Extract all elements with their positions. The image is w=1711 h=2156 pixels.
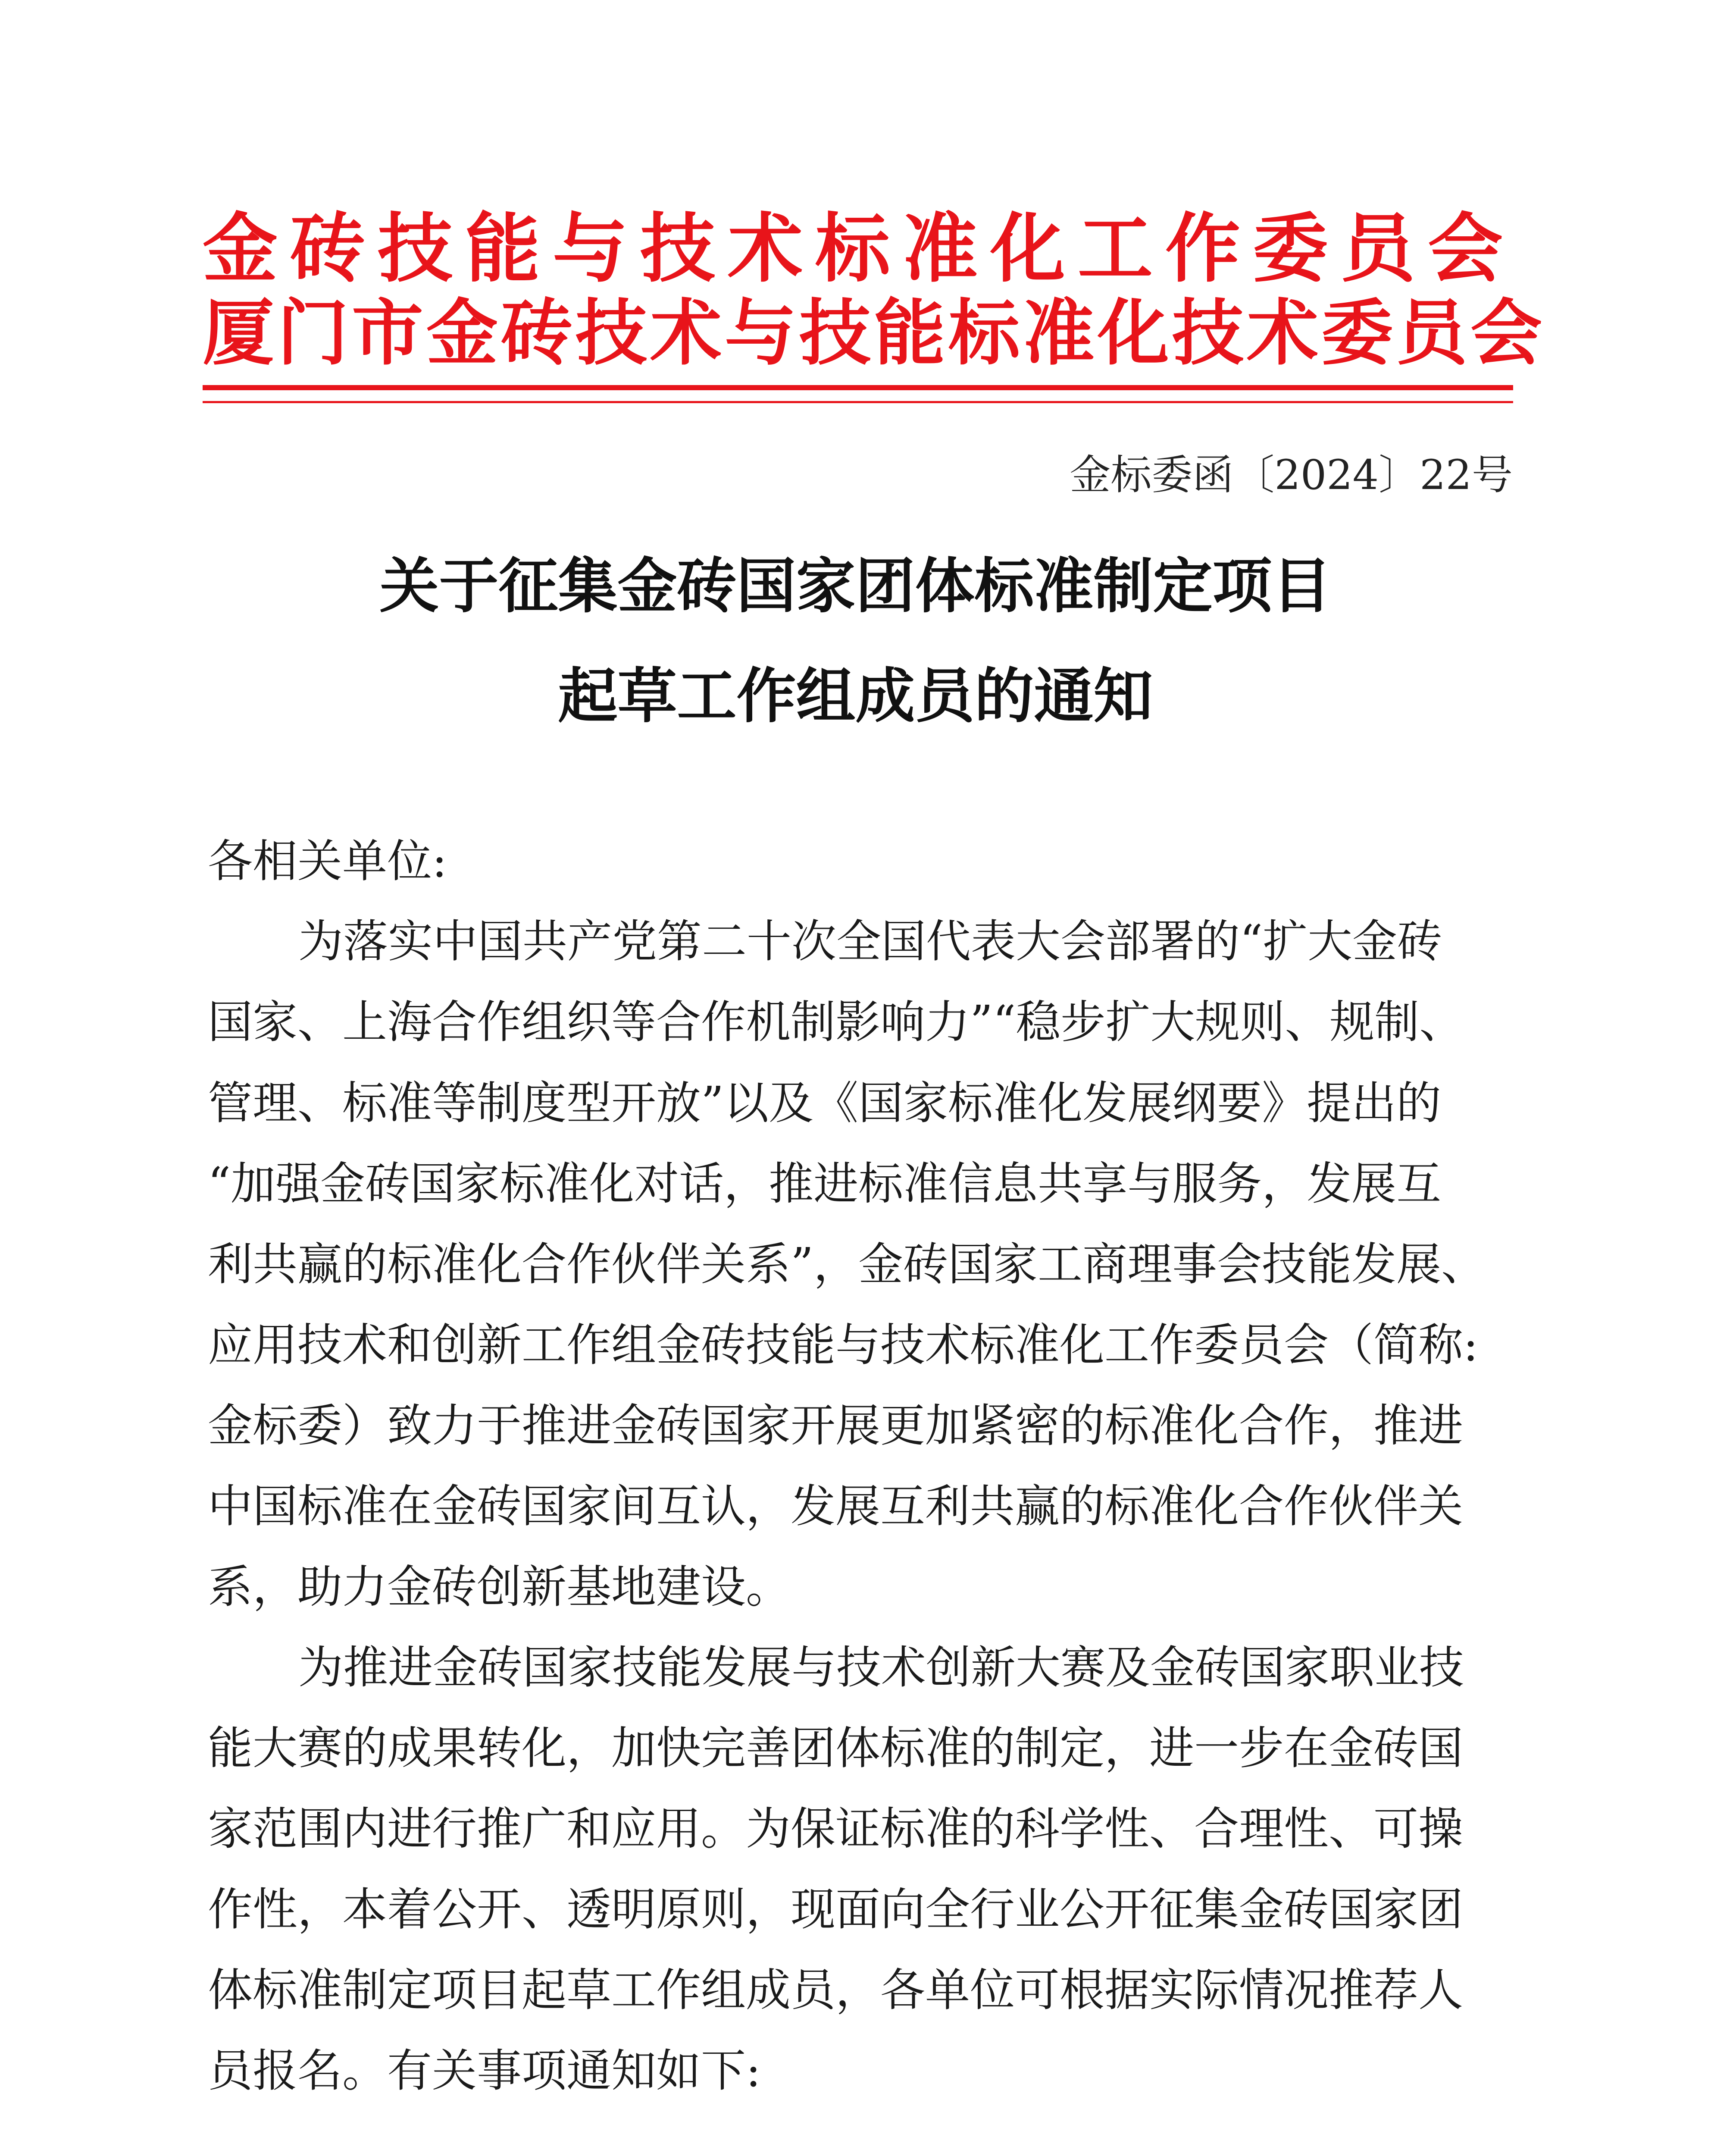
paragraph-2-line: 作性，本着公开、透明原则，现面向全行业公开征集金砖国家团 [208, 1883, 1464, 1936]
paragraph-1-line: 金标委）致力于推进金砖国家开展更加紧密的标准化合作，推进 [208, 1399, 1464, 1452]
paragraph-1-line: 应用技术和创新工作组金砖技能与技术标准化工作委员会（简称: [208, 1319, 1479, 1371]
paragraph-2-line: 家范围内进行推广和应用。为保证标准的科学性、合理性、可操 [208, 1802, 1464, 1855]
letterhead-divider-thick [203, 385, 1513, 390]
paragraph-1-line: 管理、标准等制度型开放”以及《国家标准化发展纲要》提出的 [208, 1077, 1442, 1129]
letterhead-divider-thin [203, 401, 1513, 403]
paragraph-1-line: 利共赢的标准化合作伙伴关系”，金砖国家工商理事会技能发展、 [208, 1238, 1486, 1291]
salutation: 各相关单位: [208, 835, 447, 887]
paragraph-2-line: 能大赛的成果转化，加快完善团体标准的制定，进一步在金砖国 [208, 1722, 1464, 1774]
notice-title-line-1: 关于征集金砖国家团体标准制定项目 [379, 551, 1332, 621]
paragraph-2-line: 为推进金砖国家技能发展与技术创新大赛及金砖国家职业技 [298, 1641, 1464, 1694]
letterhead-org-line-1: 金砖技能与技术标准化工作委员会 [203, 205, 1516, 293]
paragraph-2-line: 体标准制定项目起草工作组成员，各单位可根据实际情况推荐人 [208, 1964, 1464, 2016]
paragraph-1-line: 中国标准在金砖国家间互认，发展互利共赢的标准化合作伙伴关 [208, 1480, 1464, 1532]
paragraph-1-line: 系，助力金砖创新基地建设。 [208, 1561, 791, 1613]
document-number: 金标委函〔2024〕22号 [1070, 451, 1513, 499]
paragraph-1-line: “加强金砖国家标准化对话，推进标准信息共享与服务，发展互 [208, 1157, 1442, 1210]
paragraph-1-line: 国家、上海合作组织等合作机制影响力”“稳步扩大规则、规制、 [208, 996, 1464, 1048]
letterhead-org-line-2: 厦门市金砖技术与技能标准化技术委员会 [203, 291, 1545, 375]
notice-title-line-2: 起草工作组成员的通知 [558, 661, 1153, 731]
paragraph-2-line: 员报名。有关事项通知如下: [208, 2044, 761, 2097]
paragraph-1-line: 为落实中国共产党第二十次全国代表大会部署的“扩大金砖 [298, 915, 1442, 968]
